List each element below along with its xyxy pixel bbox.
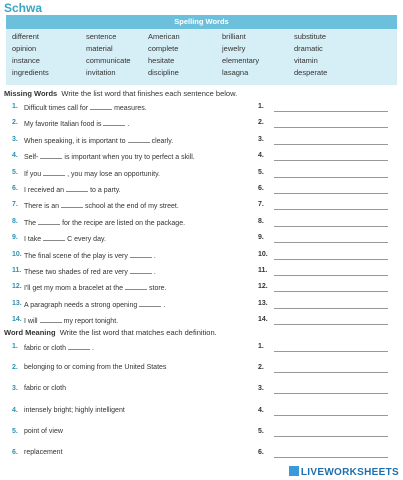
spelling-word: sentence xyxy=(86,32,117,41)
definition-text: point of view xyxy=(24,427,63,435)
answer-input-line[interactable] xyxy=(274,415,388,416)
question-number: 12. xyxy=(12,283,22,291)
sentence-blank xyxy=(38,218,60,225)
question-text xyxy=(24,428,63,435)
sentence-blank xyxy=(130,251,152,258)
sentence-end: for the recipe are listed on the package. xyxy=(62,219,186,227)
question-row xyxy=(0,201,403,217)
question-text xyxy=(24,169,160,178)
question-number: 8. xyxy=(12,217,18,225)
spelling-word: desperate xyxy=(294,68,328,77)
question-number: 9. xyxy=(12,234,18,242)
definition-text: replacement xyxy=(24,449,63,456)
answer-number: 8. xyxy=(258,217,264,225)
sentence-start: I will xyxy=(24,318,38,326)
answer-number: 4. xyxy=(258,406,264,414)
answer-input-line[interactable] xyxy=(274,226,388,227)
question-text xyxy=(24,201,179,210)
sentence-blank xyxy=(90,103,112,110)
sentence-start: I'll get my mom a bracelet at the xyxy=(24,285,123,293)
answer-number: 5. xyxy=(258,168,264,176)
sentence-start: My favorite Italian food is xyxy=(24,121,102,129)
liveworksheets-watermark xyxy=(289,466,399,478)
answer-number: 6. xyxy=(258,449,264,456)
spelling-word: substitute xyxy=(294,32,327,41)
sentence-blank xyxy=(61,201,83,208)
answer-number: 13. xyxy=(258,299,268,307)
sentence-end: . xyxy=(127,121,130,129)
question-number: 1. xyxy=(12,343,18,350)
question-text xyxy=(24,364,166,371)
liveworksheets-logo-icon xyxy=(289,466,299,476)
question-number: 1. xyxy=(12,103,18,110)
definition-text: belonging to or coming from the United States xyxy=(24,364,167,372)
answer-input-line[interactable] xyxy=(274,291,388,292)
missing-words-label: Missing Words xyxy=(4,89,58,98)
question-number: 7. xyxy=(12,201,18,209)
sentence-end: . xyxy=(153,269,156,276)
question-row xyxy=(0,449,403,465)
sentence-end: to a party. xyxy=(90,187,121,194)
question-text xyxy=(24,103,147,112)
answer-input-line[interactable] xyxy=(274,372,388,373)
sentence-blank xyxy=(43,234,65,241)
sentence-start: There is an xyxy=(24,203,60,211)
question-text: fabric or cloth . xyxy=(24,345,94,352)
answer-number: 3. xyxy=(258,385,264,393)
sentence-start: When speaking, it is important to xyxy=(24,137,126,145)
spelling-word: lasagna xyxy=(222,68,249,77)
spelling-word: instance xyxy=(12,56,40,65)
spelling-word: vitamin xyxy=(294,56,318,65)
question-row xyxy=(0,364,403,380)
question-row xyxy=(0,385,403,401)
missing-words-instruction: Write the list word that finishes each sentence below. xyxy=(61,89,238,98)
sentence-start: Self- xyxy=(24,154,39,162)
question-text xyxy=(24,407,125,414)
answer-number: 3. xyxy=(258,135,264,143)
question-row xyxy=(0,283,403,299)
spelling-word: material xyxy=(86,44,113,53)
question-text xyxy=(24,218,185,227)
question-number: 5. xyxy=(12,427,18,435)
answer-number: 4. xyxy=(258,152,264,160)
sentence-end: . xyxy=(163,301,166,309)
question-row xyxy=(0,251,403,267)
question-number: 2. xyxy=(12,364,18,372)
sentence-end: measures. xyxy=(114,105,147,112)
definition-text: intensely bright; highly intelligent xyxy=(24,406,125,414)
sentence-start: I received an xyxy=(24,187,65,194)
sentence-end: store. xyxy=(149,285,167,293)
missing-words-heading xyxy=(4,89,237,98)
answer-number: 9. xyxy=(258,234,264,242)
answer-number: 10. xyxy=(258,250,268,258)
answer-input-line[interactable] xyxy=(274,436,388,437)
question-text xyxy=(24,385,66,392)
answer-input-line[interactable] xyxy=(274,160,388,161)
question-row xyxy=(0,119,403,135)
sentence-blank xyxy=(139,300,161,307)
answer-number: 7. xyxy=(258,201,264,209)
word-meaning-heading xyxy=(4,328,217,337)
question-row xyxy=(0,152,403,168)
sentence-end: clearly. xyxy=(151,137,174,145)
word-meaning-instruction: Write the list word that matches each definition. xyxy=(59,328,217,337)
spelling-word: communicate xyxy=(86,56,131,65)
question-text xyxy=(24,449,63,456)
question-number: 4. xyxy=(12,152,18,160)
question-text xyxy=(24,251,156,260)
word-meaning-label: Word Meaning xyxy=(4,328,56,337)
answer-input-line[interactable] xyxy=(274,209,388,210)
spelling-word: jewelry xyxy=(222,44,246,53)
question-text xyxy=(24,316,118,325)
answer-number: 2. xyxy=(258,119,264,127)
sentence-blank xyxy=(43,169,65,176)
sentence-end: is important when you try to perfect a skill. xyxy=(64,154,195,162)
question-number: 4. xyxy=(12,406,18,414)
spelling-word: invitation xyxy=(86,68,116,77)
definition-blank xyxy=(68,343,90,350)
question-number: 3. xyxy=(12,135,18,143)
question-number: 2. xyxy=(12,119,18,127)
spelling-word: ingredients xyxy=(12,68,49,77)
sentence-end: . xyxy=(153,252,156,260)
sentence-blank xyxy=(130,267,152,274)
answer-input-line[interactable] xyxy=(274,324,388,325)
answer-input-line[interactable] xyxy=(274,259,388,260)
answer-input-line[interactable] xyxy=(274,308,388,309)
sentence-start: I take xyxy=(24,236,42,244)
question-text xyxy=(24,300,165,309)
sentence-blank xyxy=(40,316,62,323)
question-text xyxy=(24,267,156,276)
question-text xyxy=(24,152,195,161)
question-text xyxy=(24,283,167,292)
spelling-word: elementary xyxy=(222,56,260,65)
question-row xyxy=(0,185,403,201)
question-number: 10. xyxy=(12,250,22,258)
spelling-word: dramatic xyxy=(294,44,323,53)
answer-input-line[interactable] xyxy=(274,242,388,243)
sentence-end: , you may lose an opportunity. xyxy=(67,170,160,178)
spelling-word: American xyxy=(148,32,180,41)
answer-number: 5. xyxy=(258,427,264,435)
question-text xyxy=(24,185,121,194)
spelling-word: different xyxy=(12,32,39,41)
question-row xyxy=(0,343,403,359)
question-row xyxy=(0,300,403,316)
sentence-end: my report tonight. xyxy=(63,318,119,326)
question-row xyxy=(0,407,403,423)
answer-input-line[interactable] xyxy=(274,111,388,112)
sentence-blank xyxy=(103,119,125,126)
answer-input-line[interactable] xyxy=(274,144,388,145)
spelling-word: hesitate xyxy=(148,56,175,65)
sentence-end: school at the end of my street. xyxy=(85,203,179,211)
question-number: 6. xyxy=(12,449,18,456)
sentence-blank xyxy=(125,283,147,290)
question-row xyxy=(0,103,403,119)
question-row xyxy=(0,267,403,283)
sentence-start: A paragraph needs a strong opening xyxy=(24,301,138,309)
question-number: 14. xyxy=(12,316,22,324)
answer-input-line[interactable] xyxy=(274,177,388,178)
answer-input-line[interactable] xyxy=(274,351,388,352)
sentence-blank xyxy=(128,136,150,143)
sentence-end: C every day. xyxy=(67,236,106,244)
question-row xyxy=(0,169,403,185)
definition-text: fabric or cloth xyxy=(24,345,67,352)
spelling-word: opinion xyxy=(12,44,37,53)
question-number: 3. xyxy=(12,385,18,393)
answer-number: 6. xyxy=(258,185,264,192)
question-row xyxy=(0,428,403,444)
question-row xyxy=(0,218,403,234)
spelling-words-box xyxy=(6,15,397,85)
sentence-blank xyxy=(66,185,88,192)
answer-input-line[interactable] xyxy=(274,275,388,276)
spelling-words-grid xyxy=(6,29,397,78)
spelling-word: brilliant xyxy=(222,32,246,41)
definition-text: fabric or cloth xyxy=(24,385,67,393)
answer-number: 2. xyxy=(258,364,264,372)
page-title: Schwa xyxy=(4,1,43,15)
sentence-start: These two shades of red are very xyxy=(24,269,128,276)
watermark-text: LIVEWORKSHEETS xyxy=(300,467,399,478)
question-number: 11. xyxy=(12,267,22,274)
question-text xyxy=(24,119,129,128)
answer-input-line[interactable] xyxy=(274,193,388,194)
question-row xyxy=(0,136,403,152)
spelling-word: discipline xyxy=(148,68,179,77)
spelling-words-heading: Spelling Words xyxy=(6,15,397,29)
sentence-start: Difficult times call for xyxy=(24,105,89,112)
answer-number: 12. xyxy=(258,283,268,291)
answer-number: 1. xyxy=(258,343,264,350)
question-text xyxy=(24,136,173,145)
answer-input-line[interactable] xyxy=(274,127,388,128)
sentence-start: If you xyxy=(24,170,42,178)
answer-input-line[interactable] xyxy=(274,457,388,458)
answer-number: 11. xyxy=(258,267,268,274)
question-number: 5. xyxy=(12,168,18,176)
spelling-word: complete xyxy=(148,44,179,53)
sentence-start: The xyxy=(24,219,37,227)
answer-number: 14. xyxy=(258,316,268,324)
sentence-start: The final scene of the play is very xyxy=(24,252,128,260)
question-text xyxy=(24,234,106,243)
question-row xyxy=(0,234,403,250)
answer-number: 1. xyxy=(258,103,264,110)
question-number: 13. xyxy=(12,299,22,307)
question-number: 6. xyxy=(12,185,18,192)
sentence-blank xyxy=(40,152,62,159)
answer-input-line[interactable] xyxy=(274,393,388,394)
